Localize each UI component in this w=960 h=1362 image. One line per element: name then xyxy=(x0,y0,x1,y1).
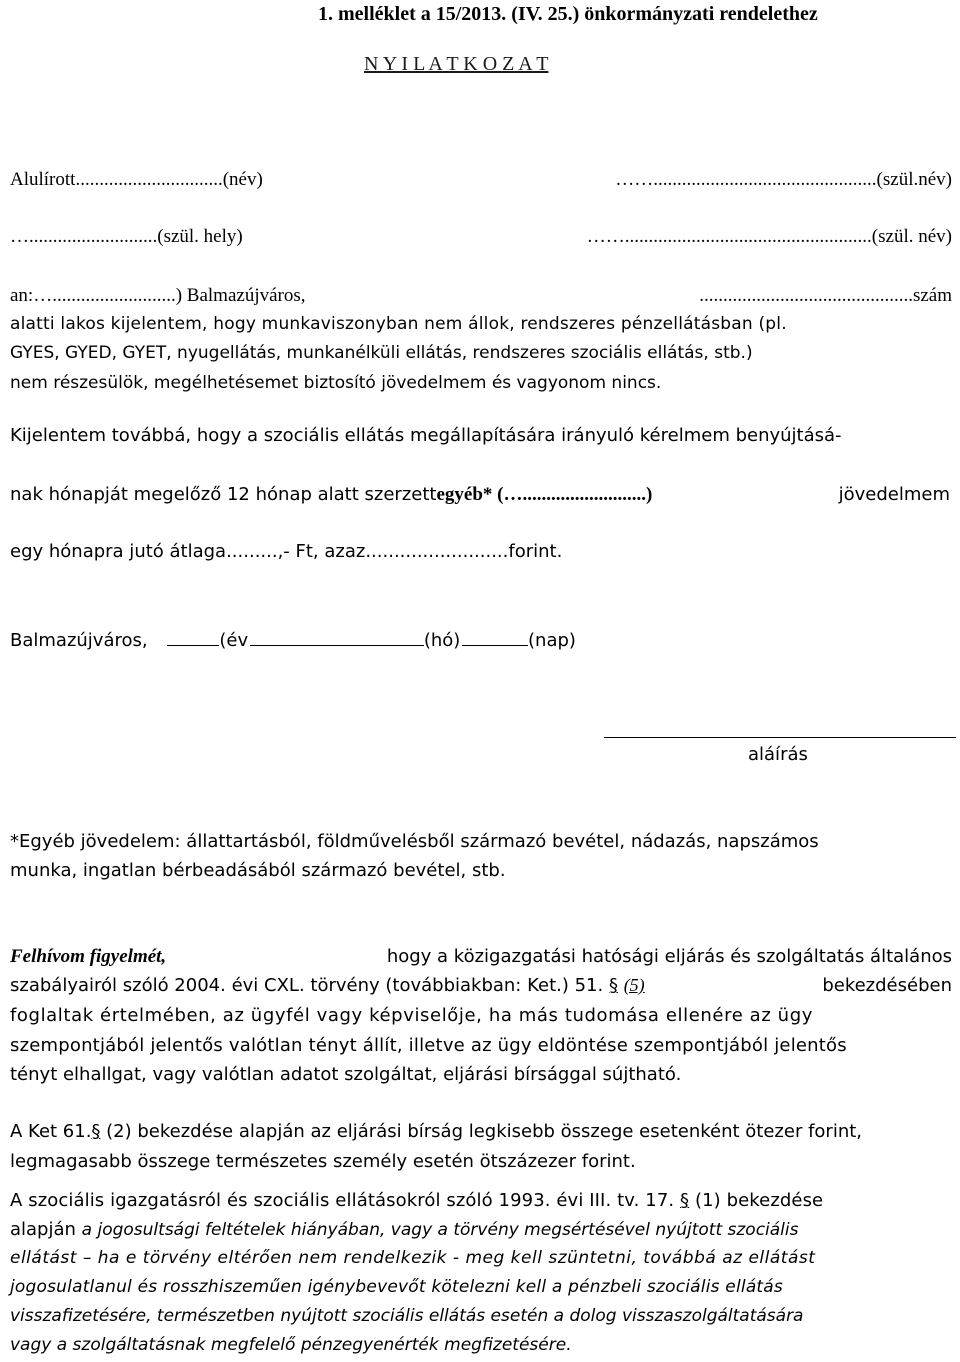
day-blank[interactable] xyxy=(462,644,528,646)
declaration-line-2: GYES, GYED, GYET, nyugellátás, munkanélküli ellátás, rendszeres szociális ellátás, stb.) xyxy=(10,343,753,363)
place-label: Balmazújváros, xyxy=(10,630,148,651)
footnote-line-1: *Egyéb jövedelem: állattartásból, földművelésből származó bevétel, nádazás, napszámos xyxy=(10,831,819,852)
document-title: N Y I L A T K O Z A T xyxy=(364,53,549,75)
szoc-line-4: jogosulatlanul és rosszhiszeműen igénybevevőt kötelezni kell a pénzbeli szociális ellátás xyxy=(10,1277,783,1297)
ket61-prefix: A Ket 61. xyxy=(10,1121,92,1142)
warning-line-1 xyxy=(10,946,952,969)
szoc-line-2-prefix: alapján xyxy=(10,1219,82,1240)
ket61-line-1 xyxy=(10,1121,862,1143)
section-sign: § xyxy=(91,1121,101,1142)
declaration-line-1: alatti lakos kijelentem, hogy munkaviszonyban nem állok, rendszeres pénzellátásban (pl. xyxy=(10,314,787,334)
year-label: (év xyxy=(219,630,249,651)
section-sign: § xyxy=(608,975,618,996)
address-line xyxy=(10,285,952,308)
szoc-line-5: visszafizetésére, természetben nyújtott szociális ellátás esetén a dolog visszaszolgáltatására xyxy=(10,1306,804,1326)
month-label: (hó) xyxy=(423,630,461,651)
szoc-prefix: A szociális igazgatásról és szociális ellátásokról szóló 1993. évi III. tv. 17. xyxy=(10,1190,681,1211)
statement-line-2-text: nak hónapját megelőző 12 hónap alatt szerzett xyxy=(10,484,437,505)
date-line xyxy=(10,630,576,652)
name-line xyxy=(10,169,952,192)
warning-line-4: szempontjából jelentős valótlan tényt állít, illetve az ügy eldöntése szempontjából jelentős xyxy=(10,1035,847,1056)
warning-line-5: tényt elhallgat, vagy valótlan adatot szolgáltat, eljárási bírsággal sújtható. xyxy=(10,1064,682,1085)
mother-address-field[interactable]: an:…..........................) Balmazújváros, xyxy=(10,285,306,306)
szoc-line-3: ellátást – ha e törvény eltérően nem rendelkezik - meg kell szüntetni, továbbá az ellátást xyxy=(10,1248,816,1268)
ket61-line-2: legmagasabb összege természetes személy esetén ötszázezer forint. xyxy=(10,1151,636,1172)
monthly-average-line[interactable]: egy hónapra jutó átlaga.........,- Ft, azaz.........................forint. xyxy=(10,541,563,562)
signature-label: aláírás xyxy=(748,744,808,765)
szoc-line-6: vagy a szolgáltatásnak megfelelő pénzegyenérték megfizetésére. xyxy=(10,1335,572,1355)
month-blank[interactable] xyxy=(250,644,424,646)
statement-line-2-end: jövedelmem xyxy=(838,484,950,505)
birth-place-field[interactable]: …...........................(szül. hely) xyxy=(10,226,243,247)
name-field[interactable]: Alulírott...............................(név) xyxy=(10,169,263,190)
year-blank[interactable] xyxy=(167,644,219,646)
szoc-text: (1) bekezdése xyxy=(689,1190,824,1211)
paragraph-ref: (5) xyxy=(623,975,645,995)
szoc-line-2-italic: a jogosultsági feltételek hiányában, vagy a törvény megsértésével nyújtott szociális xyxy=(81,1220,799,1240)
footnote-line-2: munka, ingatlan bérbeadásából származó bevétel, stb. xyxy=(10,860,506,881)
birth-name-field[interactable]: ……...............................................(szül.név) xyxy=(615,169,952,190)
warning-line-2 xyxy=(10,975,952,997)
statement-line-2 xyxy=(10,484,950,507)
warning-line-3: foglaltak értelmében, az ügyfél vagy képviselője, ha más tudomása ellenére az ügy xyxy=(10,1005,813,1026)
warning-line-1-text: hogy a közigazgatási hatósági eljárás és szolgáltatás általános xyxy=(386,946,952,967)
statement-line-1: Kijelentem továbbá, hogy a szociális ellátás megállapítására irányuló kérelmem benyújtásá- xyxy=(10,425,842,446)
birth-line xyxy=(10,226,952,249)
warning-line-2-a: szabályairól szóló 2004. évi CXL. törvény (továbbiakban: Ket.) 51. xyxy=(10,975,609,996)
declaration-line-3: nem részesülök, megélhetésemet biztosító jövedelmem és vagyonom nincs. xyxy=(10,373,662,393)
mother-name-field[interactable]: ……....................................................(szül. név) xyxy=(586,226,952,247)
other-income-field[interactable]: egyéb* (…..........................) xyxy=(436,484,653,505)
ket61-text: (2) bekezdése alapján az eljárási bírság legkisebb összege esetenként ötezer forint, xyxy=(100,1121,863,1142)
house-number-field[interactable]: .............................................szám xyxy=(699,285,952,306)
warning-emphasis: Felhívom figyelmét, xyxy=(10,946,167,967)
warning-line-2-end: bekezdésében xyxy=(822,975,952,996)
szoc-line-2 xyxy=(10,1219,799,1241)
szoc-line-1 xyxy=(10,1190,823,1212)
annex-title: 1. melléklet a 15/2013. (IV. 25.) önkormányzati rendelethez xyxy=(318,3,818,25)
section-sign: § xyxy=(680,1190,690,1211)
warning-line-2-text xyxy=(10,975,645,997)
day-label: (nap) xyxy=(528,630,576,651)
signature-line[interactable] xyxy=(604,737,956,738)
